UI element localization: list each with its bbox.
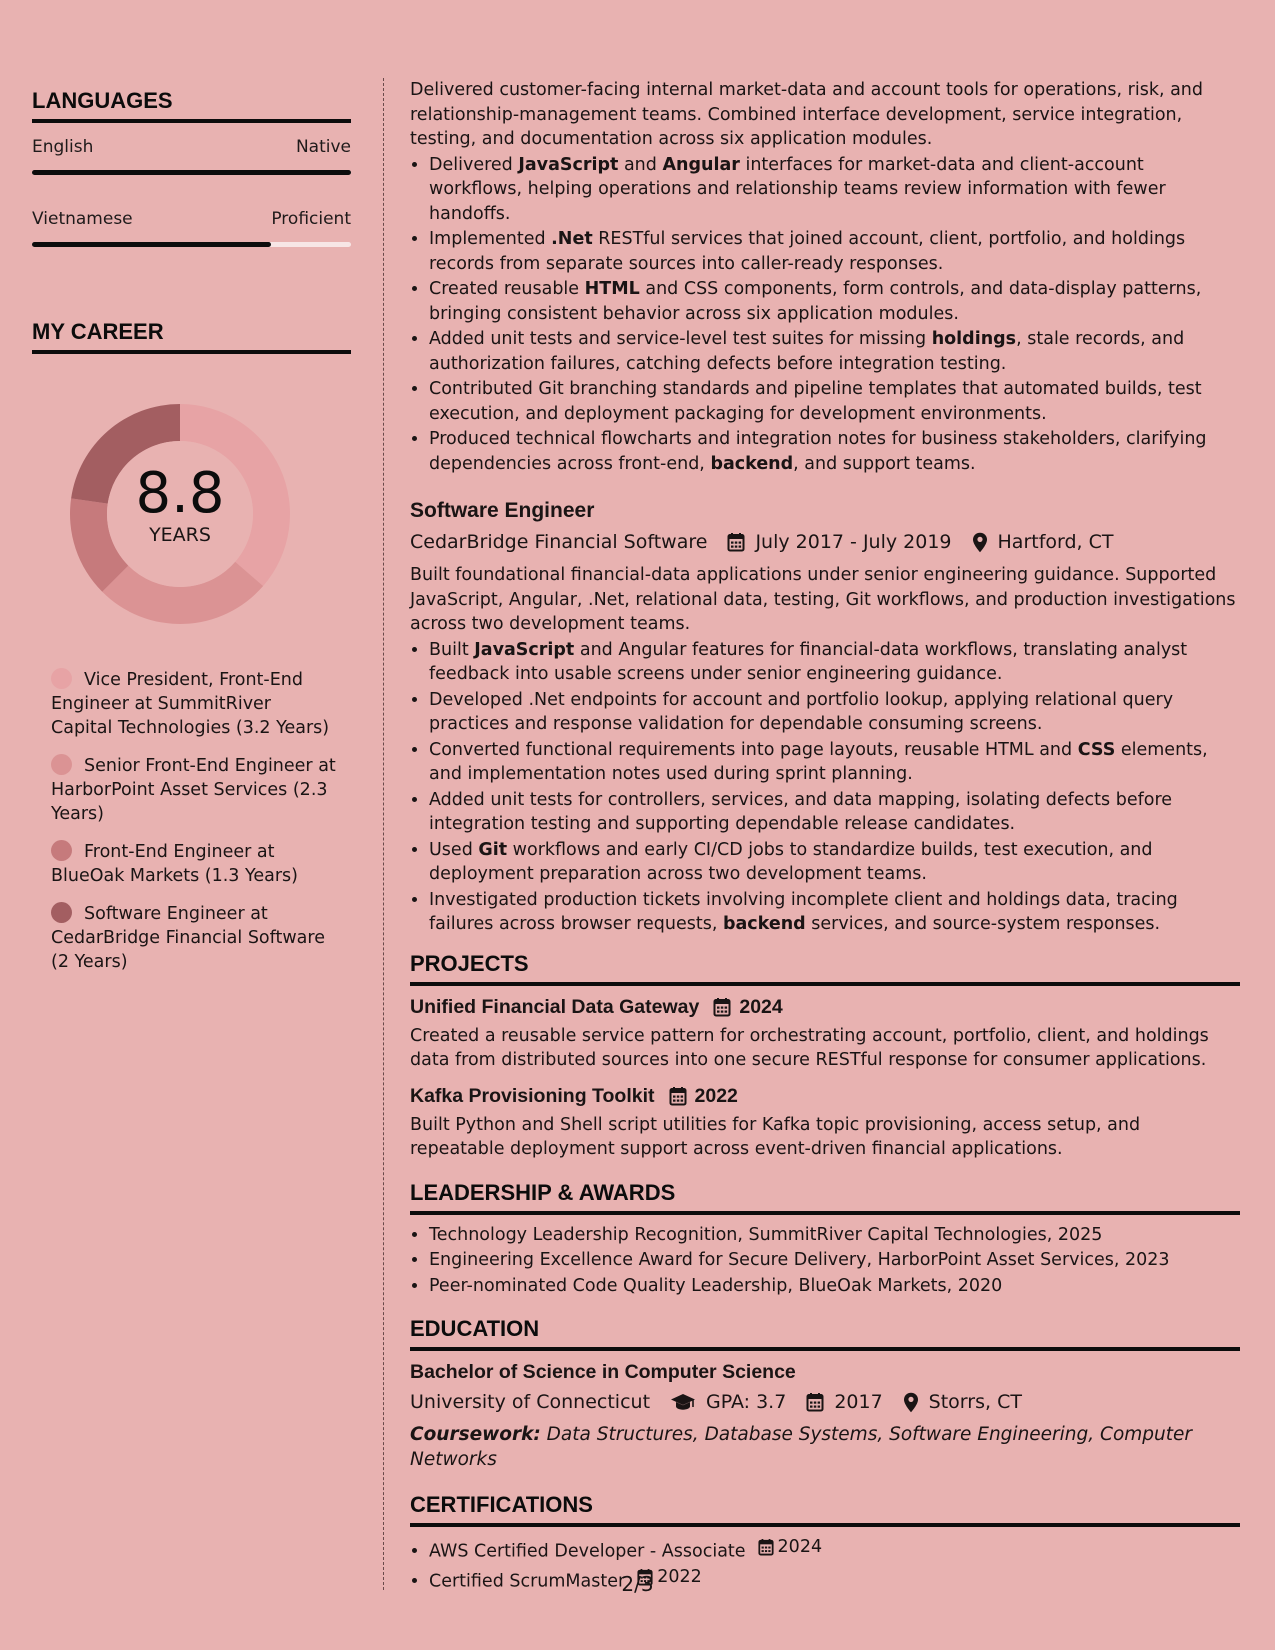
calendar-icon xyxy=(758,1538,774,1556)
map-pin-icon xyxy=(903,1392,919,1413)
awards-list xyxy=(410,1223,1240,1299)
project-item xyxy=(410,996,1240,1073)
project-item xyxy=(410,1085,1240,1162)
calendar-icon xyxy=(806,1392,824,1412)
career-title: MY CAREER xyxy=(32,319,351,354)
page-number: 2/3 xyxy=(621,1572,654,1596)
cert-name: AWS Certified Developer - Associate xyxy=(429,1541,746,1562)
job-bullets xyxy=(410,638,1240,937)
job-company: CedarBridge Financial Software xyxy=(410,531,708,553)
legend-label: Software Engineer at CedarBridge Financial Software (2 Years) xyxy=(51,904,325,972)
graduation-cap-icon xyxy=(670,1392,696,1412)
award-item: • Engineering Excellence Award for Secure Delivery, HarborPoint Asset Services, 2023 xyxy=(429,1248,1240,1273)
coursework-list: Data Structures, Database Systems, Software Engineering, Computer Networks xyxy=(410,1424,1192,1470)
sidebar xyxy=(32,88,351,988)
language-vietnamese xyxy=(32,209,351,247)
bullet-item: • Investigated production tickets involving incomplete client and holdings data, tracing failures across browser requests, backend services, and source-system responses. xyxy=(429,888,1240,937)
legend-item xyxy=(51,754,336,826)
job-summary: Built foundational financial-data applications under senior engineering guidance. Supported JavaScript, Angular, .Net, relational data, testing, Git workflows, and production investigations across two development teams. xyxy=(410,565,1236,634)
career-total: 8.8 xyxy=(135,461,225,526)
language-bar xyxy=(32,242,351,247)
school-name: University of Connecticut xyxy=(410,1391,651,1413)
job-title: Software Engineer xyxy=(410,499,595,522)
bullet-item: • Created reusable HTML and CSS components, form controls, and data-display patterns, bringing consistent behavior across six application modules. xyxy=(429,277,1240,326)
bullet-item: • Implemented .Net RESTful services that joined account, client, portfolio, and holdings records from separate sources into caller-ready responses. xyxy=(429,227,1240,276)
role-bullets xyxy=(410,153,1240,477)
language-english xyxy=(32,137,351,175)
job-location: Hartford, CT xyxy=(997,531,1114,553)
bullet-item: • Used Git workflows and early CI/CD jobs to standardize builds, test execution, and deployment preparation across two development teams. xyxy=(429,838,1240,887)
bullet-item: • Produced technical flowcharts and integration notes for business stakeholders, clarifying dependencies across front-end, backend, and support teams. xyxy=(429,427,1240,476)
certifications-title: CERTIFICATIONS xyxy=(410,1492,1240,1527)
calendar-icon xyxy=(713,997,731,1017)
project-description: Created a reusable service pattern for orchestrating account, portfolio, client, and holdings data from distributed sources into one secure RESTful response for consumer applications. xyxy=(410,1025,1209,1070)
language-name: English xyxy=(32,137,94,157)
language-bar xyxy=(32,170,351,175)
calendar-icon xyxy=(727,532,745,552)
role-summary: Delivered customer-facing internal market-data and account tools for operations, risk, and relationship-management teams. Combined interface development, service integration, testing, and documentation across six application modules. xyxy=(410,80,1204,149)
map-pin-icon xyxy=(972,532,988,553)
career-legend xyxy=(51,668,336,974)
language-level: Native xyxy=(295,137,351,157)
cert-year: 2022 xyxy=(657,1566,702,1587)
language-bar-fill xyxy=(32,170,351,175)
school-location: Storrs, CT xyxy=(928,1391,1022,1413)
degree: Bachelor of Science in Computer Science xyxy=(410,1361,796,1383)
award-item: • Technology Leadership Recognition, SummitRiver Capital Technologies, 2025 xyxy=(429,1223,1240,1248)
legend-label: Senior Front-End Engineer at HarborPoint Asset Services (2.3 Years) xyxy=(51,756,336,824)
bullet-item: • Built JavaScript and Angular features for financial-data workflows, translating analyst feedback into usable screens under senior engineering guidance. xyxy=(429,638,1240,687)
career-section xyxy=(32,319,351,974)
language-level: Proficient xyxy=(271,209,351,229)
bullet-item: • Added unit tests for controllers, services, and data mapping, isolating defects before integration testing and supporting dependable release candidates. xyxy=(429,788,1240,837)
cert-name: Certified ScrumMaster xyxy=(429,1571,626,1591)
job-dates: July 2017 - July 2019 xyxy=(755,531,952,553)
legend-item xyxy=(51,668,336,740)
legend-dot xyxy=(51,902,72,923)
project-description: Built Python and Shell script utilities for Kafka topic provisioning, access setup, and repeatable deployment support across event-driven financial applications. xyxy=(410,1114,1141,1159)
legend-dot xyxy=(51,668,72,689)
languages-title: LANGUAGES xyxy=(32,88,351,123)
awards-title: LEADERSHIP & AWARDS xyxy=(410,1180,1240,1215)
project-year: 2022 xyxy=(694,1084,738,1107)
graduation-year: 2017 xyxy=(834,1391,883,1413)
legend-item xyxy=(51,840,336,888)
bullet-item: • Contributed Git branching standards and pipeline templates that automated builds, test execution, and deployment packaging for development environments. xyxy=(429,377,1240,426)
job-meta xyxy=(410,529,1240,555)
cert-item xyxy=(429,1535,1240,1564)
education-title: EDUCATION xyxy=(410,1316,1240,1351)
award-item: • Peer-nominated Code Quality Leadership, BlueOak Markets, 2020 xyxy=(429,1274,1240,1299)
bullet-item: • Developed .Net endpoints for account and portfolio lookup, applying relational query practices and response validation for dependable consuming screens. xyxy=(429,688,1240,737)
career-unit: YEARS xyxy=(149,524,211,546)
legend-dot xyxy=(51,840,72,861)
legend-label: Front-End Engineer at BlueOak Markets (1.3 Years) xyxy=(51,842,298,886)
legend-item xyxy=(51,902,336,974)
column-divider xyxy=(383,78,384,1590)
bullet-item: • Added unit tests and service-level test suites for missing holdings, stale records, and authorization failures, catching defects before integration testing. xyxy=(429,327,1240,376)
language-name: Vietnamese xyxy=(32,209,133,229)
project-name: Kafka Provisioning Toolkit xyxy=(410,1084,655,1107)
cert-year: 2024 xyxy=(777,1537,823,1557)
coursework-label: Coursework: xyxy=(410,1424,541,1445)
project-name: Unified Financial Data Gateway xyxy=(410,995,700,1018)
legend-dot xyxy=(51,754,72,775)
main-column xyxy=(410,78,1240,1595)
project-year: 2024 xyxy=(739,995,783,1018)
language-bar-fill xyxy=(32,242,271,247)
legend-label: Vice President, Front-End Engineer at SummitRiver Capital Technologies (3.2 Years) xyxy=(51,670,330,738)
education-meta xyxy=(410,1389,1240,1415)
coursework xyxy=(410,1423,1240,1472)
bullet-item: • Converted functional requirements into page layouts, reusable HTML and CSS elements, and implementation notes used during sprint planning. xyxy=(429,738,1240,787)
gpa: GPA: 3.7 xyxy=(706,1391,787,1413)
bullet-item: • Delivered JavaScript and Angular interfaces for market-data and client-account workflows, helping operations and relationship teams review information with fewer handoffs. xyxy=(429,153,1240,227)
projects-title: PROJECTS xyxy=(410,951,1240,986)
career-donut xyxy=(62,396,298,632)
calendar-icon xyxy=(669,1086,687,1106)
